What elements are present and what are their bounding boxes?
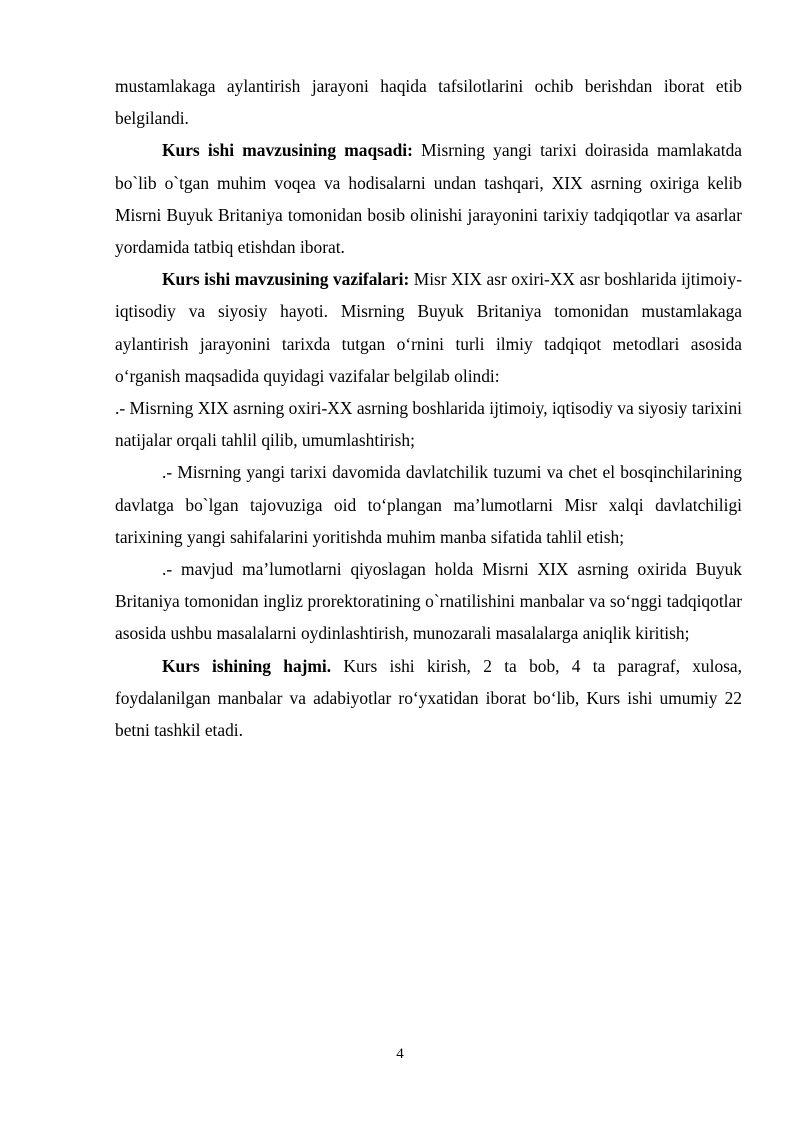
task-item-1: [115, 392, 742, 456]
paragraph-heading-volume: Kurs ishining hajmi.: [162, 655, 332, 676]
task-item-3: [115, 553, 742, 650]
task-item-text: .- Misrning yangi tarixi davomida davlatchilik tuzumi va chet el bosqinchilarining davlatga bo`lgan tajovuziga oid to‘plangan ma’lumotlarni Misr xalqi davlatchiligi tarixining yangi sahifalarini yoritishda muhim manba sifatida tahlil etish;: [115, 462, 742, 547]
paragraph-text: Misrning yangi tarixi doirasida mamlakatda bo`lib o`tgan muhim voqea va hodisalarni undan tashqari, XIX asrning oxiriga kelib Misrni Buyuk Britaniya tomonidan bosib olinishi jarayonini tarixiy tadqiqotlar va asarlar yordamida tatbiq etishdan iborat.: [115, 140, 743, 258]
paragraph-intro-continuation: [115, 70, 742, 134]
task-item-text: .- Misrning XIX asrning oxiri-XX asrning boshlarida ijtimoiy, iqtisodiy va siyosiy tarixini natijalar orqali tahlil qilib, umumlashtirish;: [115, 398, 742, 451]
paragraph-text: mustamlakaga aylantirish jarayoni haqida tafsilotlarini ochib berishdan iborat etib belgilandi.: [115, 76, 742, 129]
document-page: [115, 70, 742, 746]
paragraph-goal: [115, 134, 742, 263]
paragraph-volume: [115, 650, 742, 747]
paragraph-heading-goal: Kurs ishi mavzusining maqsadi:: [162, 140, 413, 161]
paragraph-text: Misr XIX asr oxiri-XX asr boshlarida ijtimoiy-iqtisodiy va siyosiy hayoti. Misrning Buyuk Britaniya tomonidan mustamlakaga aylantirish jarayonini tarixda tutgan o‘rnini turli ilmiy tadqiqot metodlari asosida o‘rganish maqsadida quyidagi vazifalar belgilab olindi:: [115, 269, 742, 386]
page-number: 4: [396, 1046, 404, 1062]
paragraph-heading-tasks: Kurs ishi mavzusining vazifalari:: [162, 269, 410, 290]
paragraph-tasks: [115, 263, 742, 392]
paragraph-text: Kurs ishi kirish, 2 ta bob, 4 ta paragraf, xulosa, foydalanilgan manbalar va adabiyotlar ro‘yxatidan iborat bo‘lib, Kurs ishi umumiy 22 betni tashkil etadi.: [115, 655, 742, 741]
task-item-2: [115, 456, 742, 553]
task-item-text: .- mavjud ma’lumotlarni qiyoslagan holda Misrni XIX asrning oxirida Buyuk Britaniya tomonidan ingliz prorektoratining o`rnatilishini manbalar va so‘nggi tadqiqotlar asosida ushbu masalalarni oydinlashtirish, munozarali masalalarga aniqlik kiritish;: [115, 559, 742, 644]
